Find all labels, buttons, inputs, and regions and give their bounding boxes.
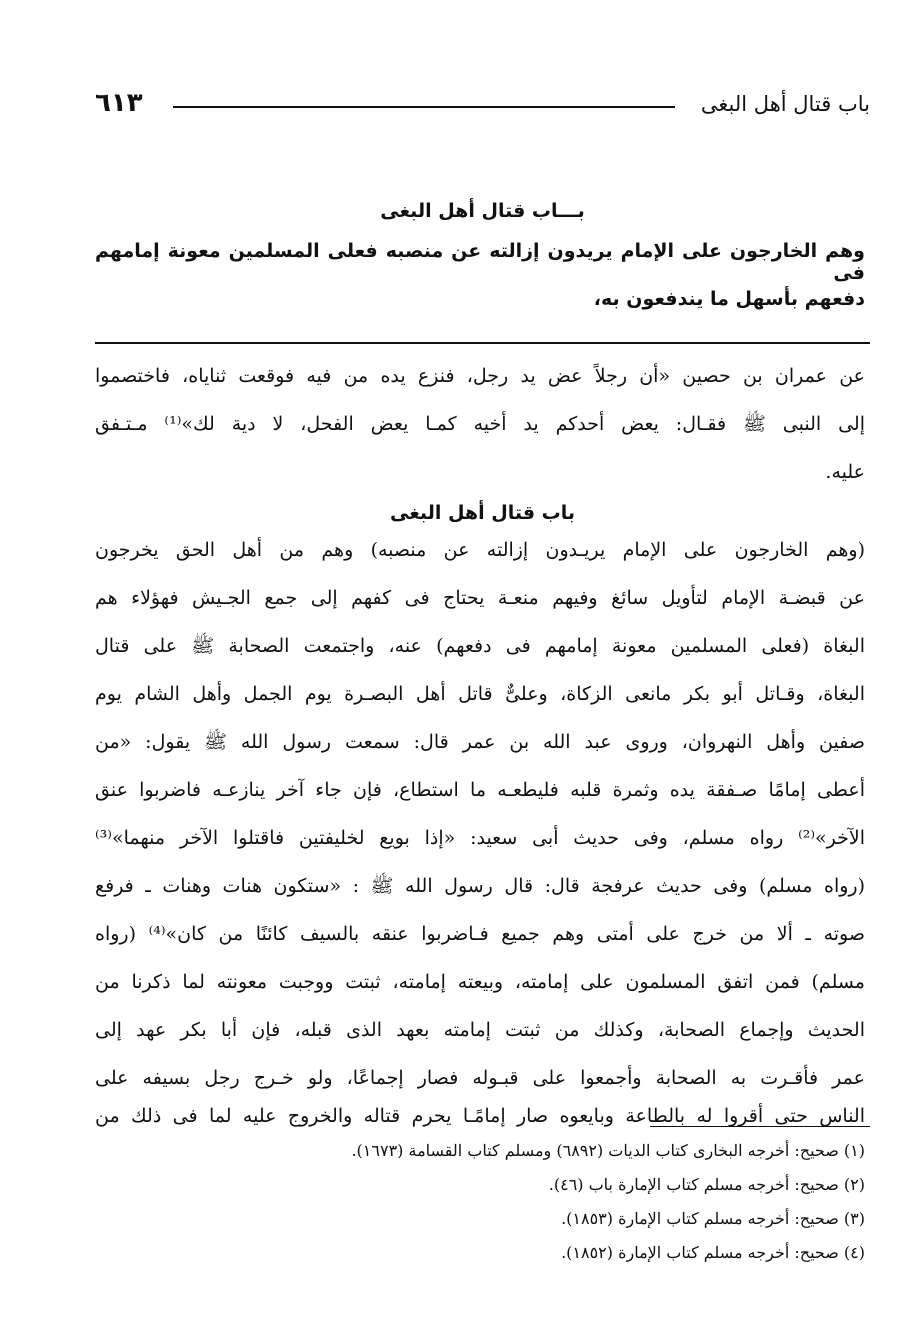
footnote-divider [650,1126,870,1127]
body-line: (وهم الخارجون على الإمام يريـدون إزالته عن منصبه) وهم من أهل الحق يخرجون [95,539,865,561]
body-line: الحديث وإجماع الصحابة، وكذلك من ثبتت إمامته بعهد الذى قبله، فإن أبا بكر عهد إلى [95,1019,865,1041]
hadith-line: عن عمران بن حصين «أن رجلاً عض يد رجل، فنزع يده من فيه فوقعت ثناياه، فاختصموا [95,365,865,387]
body-line: البغاة، وقـاتل أبو بكر مانعى الزكاة، وعلىٌّ قاتل أهل البصـرة يوم الجمل وأهل الشام يوم [95,683,865,705]
body-line: البغاة (فعلى المسلمين معونة إمامهم فى دفعهم) عنه، واجتمعت الصحابة ﷺ على قتال [95,635,865,657]
body-line: صوته ـ ألا من خرج على أمتى وهم جميع فـاضربوا عنقه بالسيف كائنًا من كان»⁽⁴⁾ (رواه [95,923,865,945]
body-line: أعطى إمامًا صـفقة يده وثمرة قلبه فليطعـه ما استطاع، فإن جاء آخر ينازعـه فاضربوا عنق [95,779,865,801]
footnote: (٢) صحيح: أخرجه مسلم كتاب الإمارة باب (٤٦). [548,1175,865,1194]
page-number: ٦١٣ [95,88,143,118]
chapter-text-line: دفعهم بأسهل ما يندفعون به، [593,288,865,310]
section-divider [95,342,870,344]
body-line: الناس حتى أقروا له بالطاعة وبايعوه صار إمامًـا يحرم قتاله والخروج عليه لما فى ذلك من [95,1105,865,1127]
body-line: عن قبضـة الإمام لتأويل سائغ وفيهم منعـة يحتاج فى كفهم إلى جمع الجـيش فهؤلاء هم [95,587,865,609]
body-line: الآخر»⁽²⁾ رواه مسلم، وفى حديث أبى سعيد: «إذا بويع لخليفتين فاقتلوا الآخر منهما»⁽³⁾ [95,827,865,849]
body-line: صفين وأهل النهروان، وروى عبد الله بن عمر قال: سمعت رسول الله ﷺ يقول: «من [95,731,865,753]
body-line: (رواه مسلم) وفى حديث عرفجة قال: قال رسول الله ﷺ : «ستكون هنات وهنات ـ فرفع [95,875,865,897]
footnote: (٣) صحيح: أخرجه مسلم كتاب الإمارة (١٨٥٣). [561,1209,865,1228]
hadith-line: إلى النبى ﷺ فقـال: يعض أحدكم يد أخيه كمـا يعض الفحل، لا دية لك»⁽¹⁾ مـتـفق [95,413,865,435]
chapter-text-line: وهم الخارجون على الإمام يريدون إزالته عن منصبه فعلى المسلمين معونة إمامهم فى [95,240,865,284]
body-line: مسلم) فمن اتفق المسلمون على إمامته، وبيعته إمامته، ثبتت ووجبت معونته لما ذكرنا من [95,971,865,993]
header-rule [173,106,675,108]
footnote: (١) صحيح: أخرجه البخارى كتاب الديات (٦٨٩٢) ومسلم كتاب القسامة (١٦٧٣). [351,1141,865,1160]
running-header [95,88,870,128]
chapter-heading: بـــاب قتال أهل البغى [380,200,585,222]
body-line: عمر فأقـرت به الصحابة وأجمعوا على قبـوله فصار إجماعًا، ولو خـرج رجل بسيفه على [95,1067,865,1089]
hadith-line: عليه. [825,461,865,483]
running-title: باب قتال أهل البغى [700,92,870,116]
footnote: (٤) صحيح: أخرجه مسلم كتاب الإمارة (١٨٥٢). [561,1243,865,1262]
section-title: باب قتال أهل البغى [389,502,576,524]
